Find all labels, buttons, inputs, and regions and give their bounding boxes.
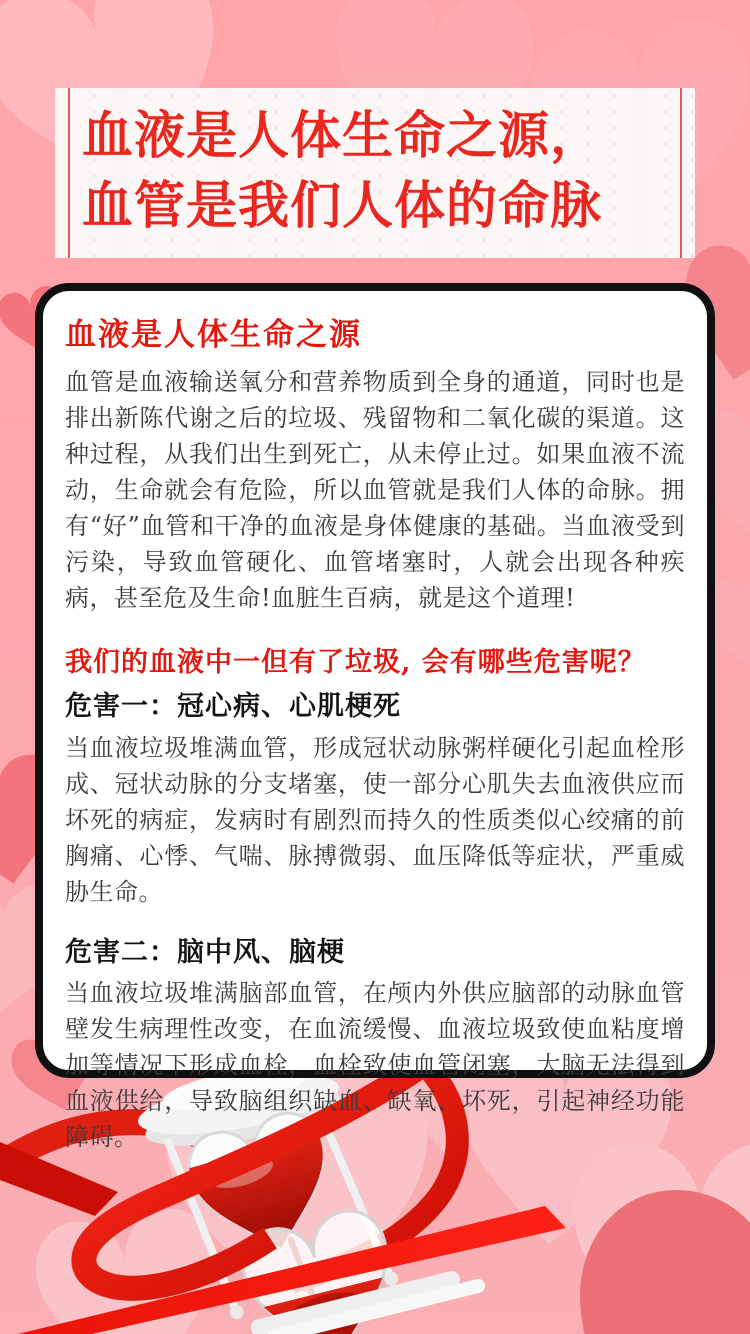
header-card	[55, 88, 695, 258]
intro-body: 血管是血液输送氧分和营养物质到全身的通道，同时也是排出新陈代谢之后的垃圾、残留物和二氧化碳的渠道。这种过程，从我们出生到死亡，从未停止过。如果血液不流动，生命就会有危险，所以血管就是我们人体的命脉。拥有“好”血管和干净的血液是身体健康的基础。当血液受到污染，导致血管硬化、血管堵塞时，人就会出现各种疾病，甚至危及生命!血脏生百病，就是这个道理!	[65, 368, 685, 612]
hazard2-heading: 危害二：脑中风、脑梗	[65, 937, 345, 967]
hazard1-body: 当血液垃圾堆满血管，形成冠状动脉粥样硬化引起血栓形成、冠状动脉的分支堵塞，使一部分心肌失去血液供应而坏死的病症，发病时有剧烈而持久的性质类似心绞痛的前胸痛、心悸、气喘、脉搏微弱、血压降低等症状，严重威胁生命。	[65, 734, 685, 906]
content-card	[35, 283, 715, 1151]
page-title-line1: 血液是人体生命之源，	[82, 107, 603, 164]
question-heading: 我们的血液中一但有了垃圾, 会有哪些危害呢？	[65, 647, 646, 678]
page-title	[55, 88, 695, 241]
intro-heading: 血液是人体生命之源	[65, 317, 362, 353]
hazard2-body: 当血液垃圾堆满脑部血管，在颅内外供应脑部的动脉血管壁发生病理性改变，在血流缓慢、血液垃圾致使血粘度增加等情况下形成血栓，血栓致使血管闭塞，大脑无法得到血液供给，导致脑组织缺血、缺氧、坏死，引起神经功能障碍。	[65, 979, 685, 1151]
page-title-line2: 血管是我们人体的命脉	[82, 177, 603, 234]
hazard1-heading: 危害一：冠心病、心肌梗死	[65, 691, 401, 721]
